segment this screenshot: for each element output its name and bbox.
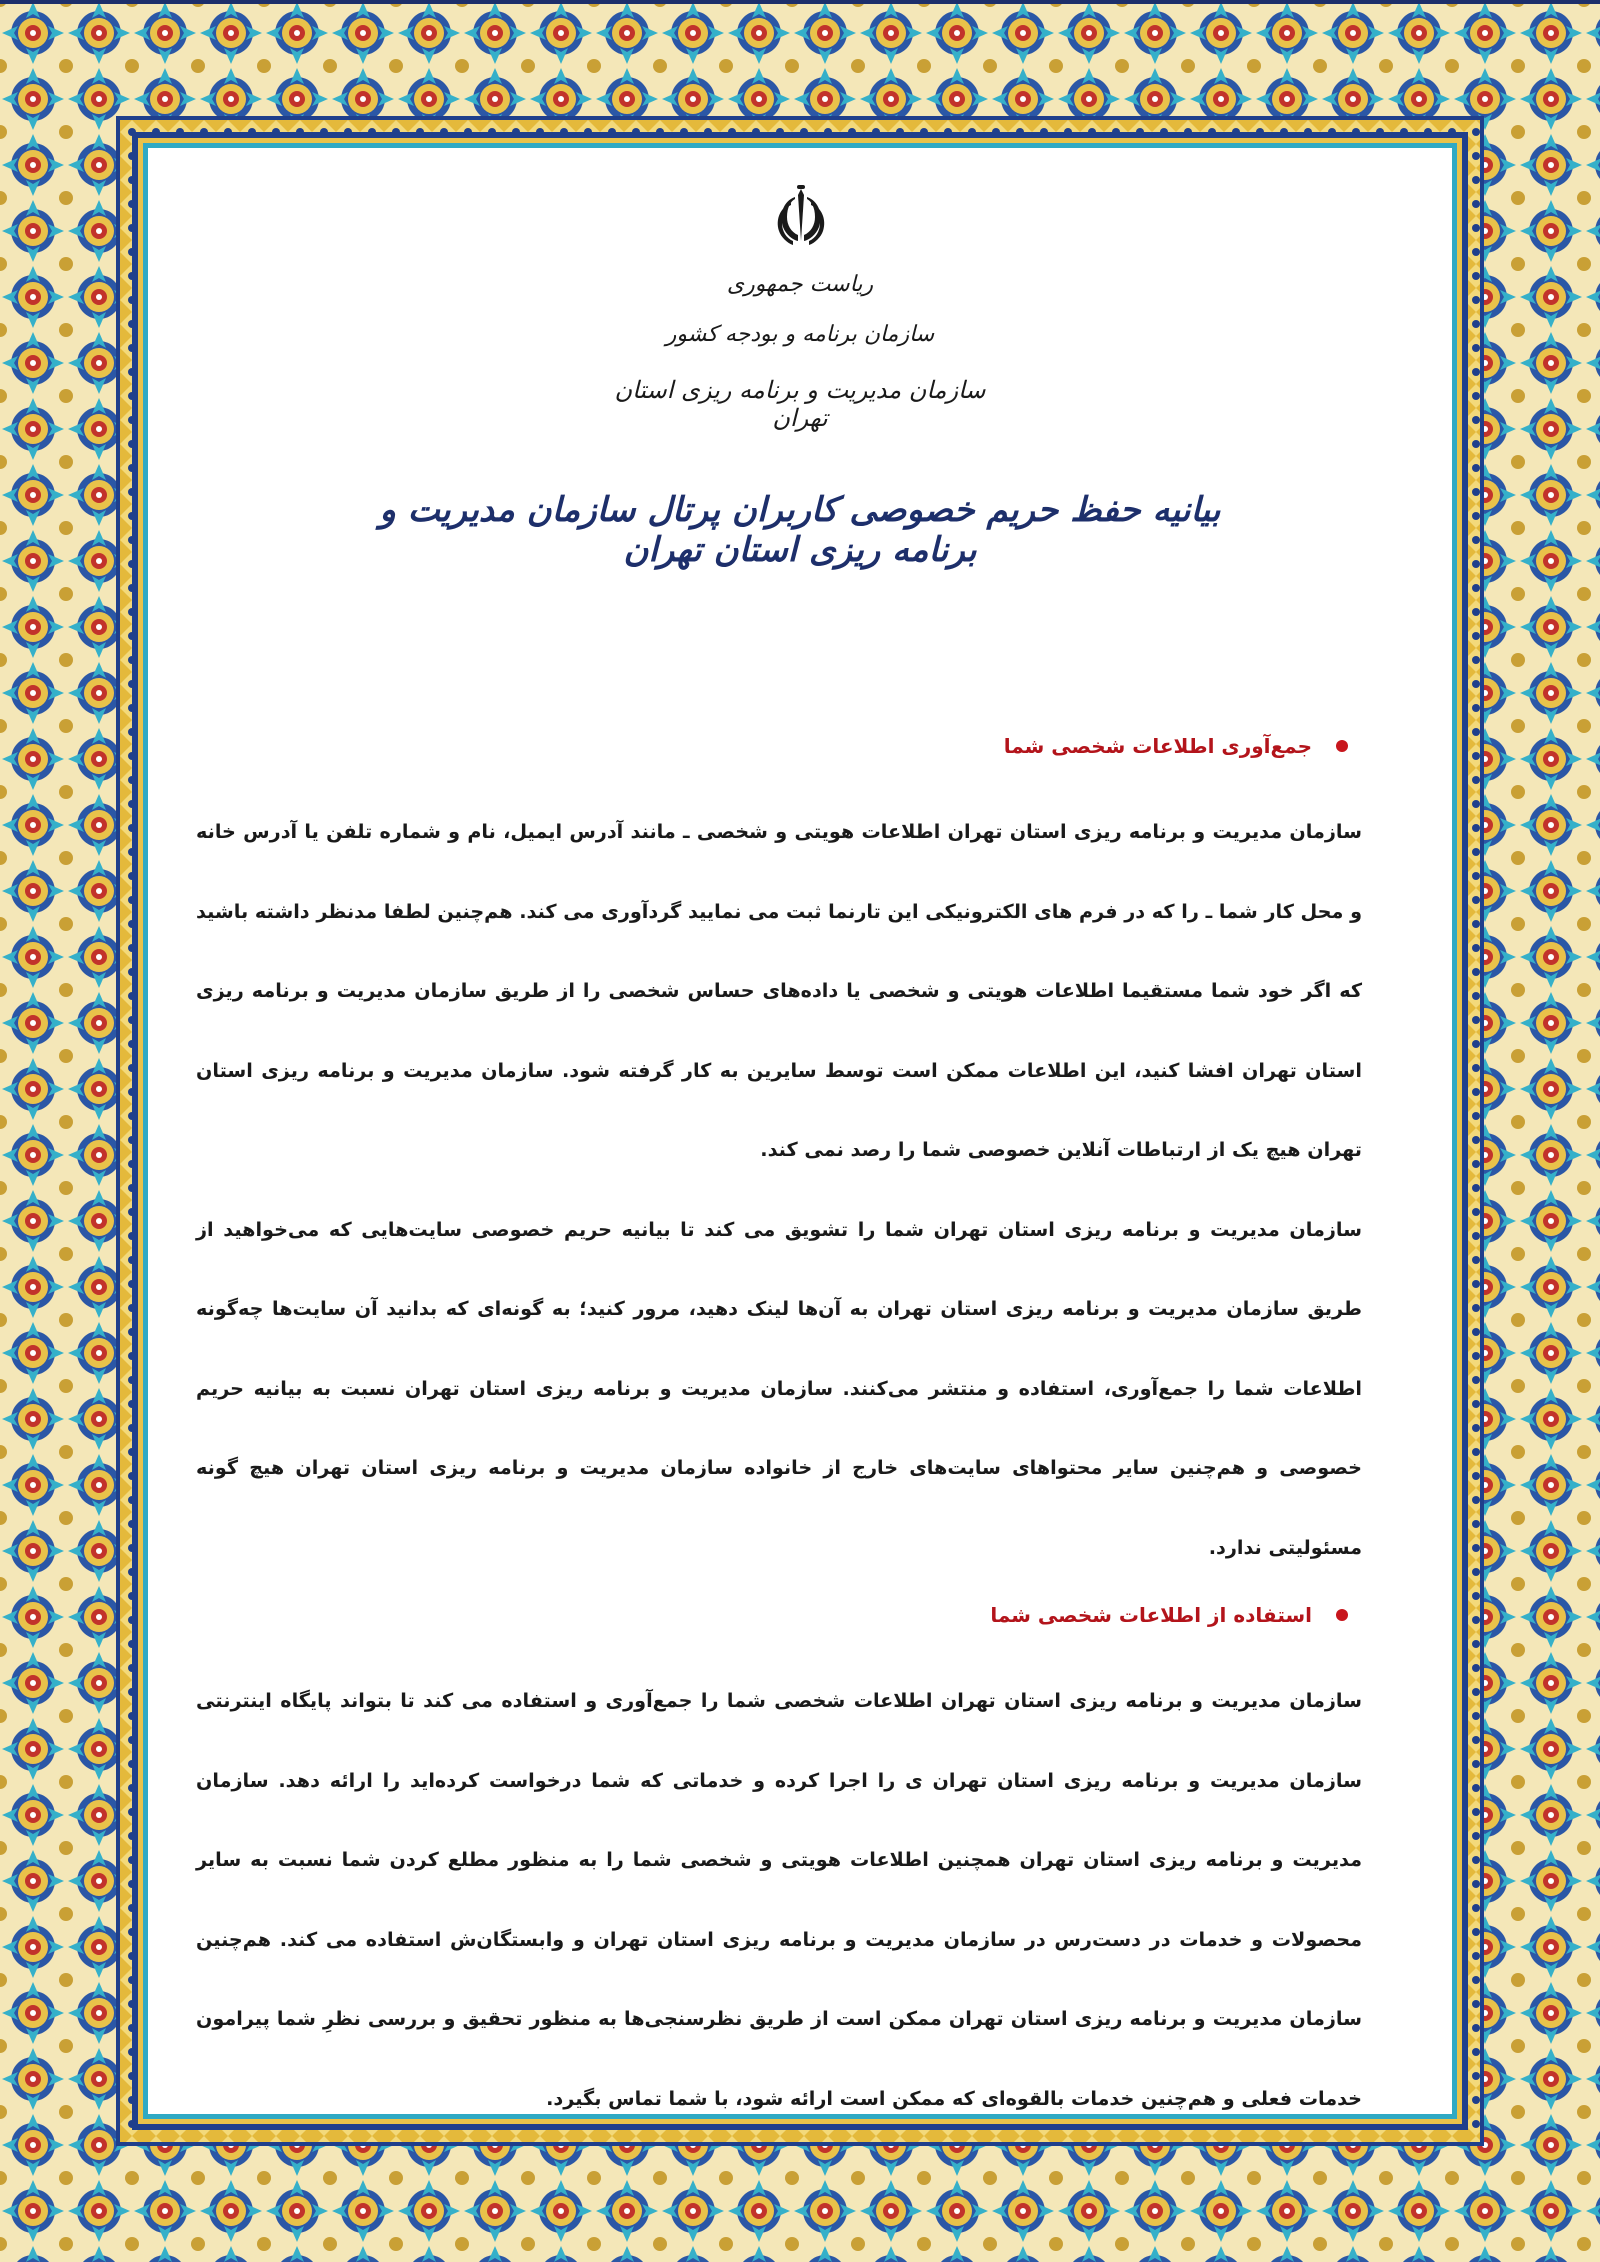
section-heading-text: جمع‌آوری اطلاعات شخصی شما — [1003, 734, 1312, 758]
section-heading — [196, 1587, 1362, 1643]
section-heading — [196, 718, 1362, 774]
header-line-tehran-org: سازمان مدیریت و برنامه ریزی استان تهران — [614, 376, 986, 432]
section-paragraph: سازمان مدیریت و برنامه ریزی استان تهران اطلاعات هویتی و شخصی ـ مانند آدرس ایمیل، نام و شماره تلفن یا آدرس خانه و محل کار شما ـ را که در فرم های الکترونیکی این تارنما ثبت می نمایید گردآوری می کند. هم‌چنین لطفا مدنظر داشته باشید که اگر خود شما مستقیما اطلاعات هویتی و شخصی یا داده‌های حساس شخصی را از طریق سازمان مدیریت و برنامه ریزی استان تهران افشا کنید، این اطلاعات ممکن است توسط سایرین به کار گرفته شود. سازمان مدیریت و برنامه ریزی استان تهران هیچ یک از ارتباطات آنلاین خصوصی شما را رصد نمی کند. — [196, 820, 1362, 1161]
header-line-budget-org: سازمان برنامه و بودجه کشور — [665, 322, 935, 347]
iran-emblem-icon — [771, 185, 831, 247]
document-title: بیانیه حفظ حریم خصوصی کاربران پرتال سازمان مدیریت و برنامه ریزی استان تهران — [379, 490, 1221, 570]
document-body — [196, 718, 1362, 2138]
section-paragraph: سازمان مدیریت و برنامه ریزی استان تهران شما را تشویق می کند تا بیانیه حریم خصوصی سایت‌هایی که می‌خواهید از طریق سازمان مدیریت و برنامه ریزی استان تهران به آن‌ها لینک دهید، مرور کنید؛ به گونه‌ای که بدانید آن سایت‌ها چه‌گونه اطلاعات شما را جمع‌آوری، استفاده و منتشر می‌کنند. سازمان مدیریت و برنامه ریزی استان تهران نسبت به بیانیه حریم خصوصی و هم‌چنین سایر محتواهای سایت‌های خارج از خانواده سازمان مدیریت و برنامه ریزی استان تهران هیچ گونه مسئولیتی ندارد. — [196, 1217, 1362, 1559]
header-line-presidency: ریاست جمهوری — [726, 272, 874, 297]
bullet-icon — [1336, 740, 1348, 752]
bullet-icon — [1336, 1609, 1348, 1621]
section-heading-text: استفاده از اطلاعات شخصی شما — [990, 1603, 1312, 1627]
section-paragraph: سازمان مدیریت و برنامه ریزی استان تهران اطلاعات شخصی شما را جمع‌آوری و استفاده می کند تا بتواند پایگاه اینترنتی سازمان مدیریت و برنامه ریزی استان تهران ی را اجرا کرده و خدماتی که شما درخواست کرده‌اید را ارائه دهد. سازمان مدیریت و برنامه ریزی استان تهران همچنین اطلاعات هویتی و شخصی شما را به منظور مطلع کردن شما نسبت به سایر محصولات و خدمات در دست‌رس در سازمان مدیریت و برنامه ریزی استان تهران و وابستگان‌ش استفاده می کند. هم‌چنین سازمان مدیریت و برنامه ریزی استان تهران ممکن است از طریق نظرسنجی‌ها به منظور تحقیق و بررسی نظرِ شما پیرامون خدمات فعلی و هم‌چنین خدمات بالقوه‌ای که ممکن است ارائه شود، با شما تماس بگیرد. — [196, 1689, 1362, 2110]
